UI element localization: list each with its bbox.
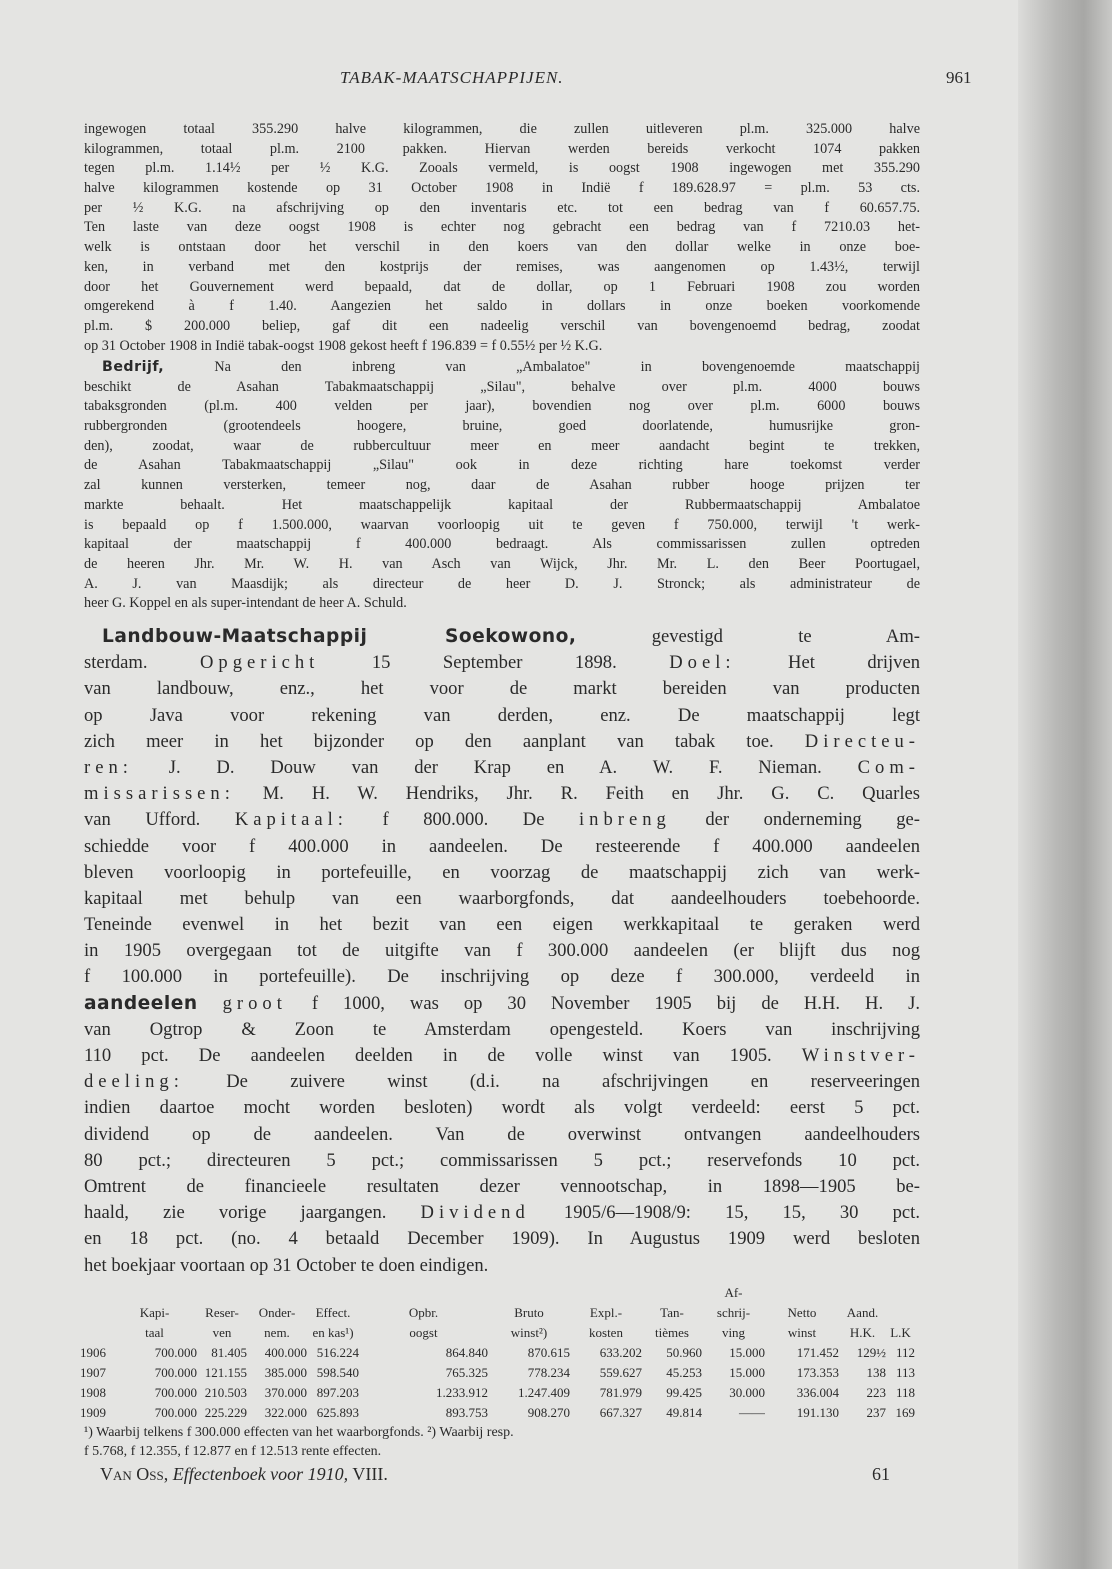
table-cell: 138 (866, 1365, 886, 1380)
spaced-keyword: Directeu- (804, 730, 920, 752)
text-line (84, 860, 920, 886)
text-line (84, 238, 920, 258)
text-segment: tegen pl.m. 1.14½ per ½ K.G. Zooals vermeld, is oogst 1908 ingewogen met 355.290 (84, 160, 920, 177)
bold-heading: aandeelen (84, 992, 198, 1014)
table-cell: 893.753 (445, 1405, 488, 1420)
text-line (84, 297, 920, 317)
table-cell: 897.203 (316, 1385, 359, 1400)
text-line (84, 535, 920, 555)
table-cell: 633.202 (599, 1345, 642, 1360)
table-cell: 173.353 (796, 1365, 839, 1380)
column-header: Bruto (514, 1305, 544, 1320)
table-cell: 50.960 (666, 1345, 702, 1360)
signature-line (100, 1463, 388, 1485)
text-segment: welk is ontstaan door het verschil in den koers van den dollar welke in onze boe- (84, 239, 920, 256)
column-header (359, 1283, 488, 1303)
text-segment: Ten laste van deze oogst 1908 is echter nog gebracht een bedrag van f 7210.03 het- (84, 219, 920, 236)
text-line (84, 912, 920, 938)
column-header (80, 1323, 112, 1343)
table-cell: 559.627 (599, 1365, 642, 1380)
text-line (84, 337, 920, 357)
text-line (84, 258, 920, 278)
table-cell: 129½ (856, 1345, 886, 1360)
spaced-keyword: Dividend (420, 1202, 530, 1224)
spaced-keyword: ren: (84, 756, 133, 778)
text-segment: indien daartoe mocht worden besloten) wordt als volgt verdeeld: eerst 5 pct. (84, 1097, 920, 1119)
table-cell: 336.004 (796, 1385, 839, 1400)
text-segment: op 31 October 1908 in Indië tabak-oogst 1908 gekost heeft f 196.839 = f 0.55½ per ½ K.G. (84, 337, 603, 354)
text-line (84, 703, 920, 729)
table-cell: 765.325 (445, 1365, 488, 1380)
text-segment: den), zoodat, waar de rubbercultuur meer en meer aandacht begint te trekken, (84, 437, 920, 454)
column-header: Effect. (315, 1305, 351, 1320)
column-header: nem. (264, 1325, 290, 1340)
text-line (84, 1174, 920, 1200)
column-header: Expl.- (589, 1305, 623, 1320)
text-line (84, 1148, 920, 1174)
column-header (80, 1283, 112, 1303)
table-cell: 15.000 (729, 1345, 765, 1360)
text-line (84, 991, 920, 1017)
text-segment: f 100.000 in portefeuille). De inschrijving op deze f 300.000, verdeeld in (84, 966, 920, 988)
table-row (80, 1343, 915, 1363)
footer-author: Van Oss, (100, 1464, 169, 1484)
column-header: winst (787, 1325, 817, 1340)
table-cell: 30.000 (729, 1385, 765, 1400)
text-line (84, 317, 920, 337)
text-segment (198, 993, 223, 1014)
text-line (84, 456, 920, 476)
footer-book-title: Effectenboek voor 1910, (172, 1464, 349, 1484)
year-cell: 1908 (80, 1385, 106, 1400)
text-line (84, 476, 920, 496)
text-segment: zich meer in het bijzonder op den aanplant van tabak toe. (84, 730, 805, 752)
table-cell: 223 (866, 1385, 886, 1400)
spaced-keyword: Winstver- (801, 1045, 920, 1066)
text-line (84, 624, 920, 650)
text-segment: de heeren Jhr. Mr. W. H. van Asch van Wijck, Jhr. Mr. L. den Beer Poortugael, (84, 555, 920, 572)
table-cell: 908.270 (527, 1405, 570, 1420)
text-segment: pl.m. $ 200.000 beliep, gaf dit een nadeelig verschil van bovengenoemd bedrag, zoodat (84, 317, 920, 334)
table-cell: 385.000 (264, 1365, 307, 1380)
table-cell: 169 (895, 1405, 915, 1420)
text-line (84, 834, 920, 860)
table-cell: 81.405 (211, 1345, 247, 1360)
table-cell: 700.000 (154, 1405, 197, 1420)
table-cell: 516.224 (316, 1345, 359, 1360)
spaced-keyword: deeling: (84, 1071, 184, 1093)
column-header: tièmes (655, 1325, 689, 1340)
table-cell: 191.130 (796, 1405, 839, 1420)
text-segment: 15 September 1898. (319, 652, 670, 674)
footer-volume: VIII. (352, 1464, 388, 1484)
text-segment: kapitaal der maatschappij f 400.000 bedraagt. Als commissarissen zullen optreden (84, 536, 920, 553)
column-header (886, 1303, 915, 1323)
table-cell: 225.229 (204, 1405, 247, 1420)
table-cell: 778.234 (527, 1365, 570, 1380)
text-segment: door het Gouvernement werd bepaald, dat de dollar, op 1 Februari 1908 zou worden (84, 278, 920, 295)
table-cell: 598.540 (316, 1365, 359, 1380)
column-header: en kas¹) (312, 1325, 354, 1340)
text-line (84, 218, 920, 238)
column-header: Aand. (846, 1305, 879, 1320)
bold-heading: Landbouw-Maatschappij Soekowono, (102, 626, 577, 647)
text-line (84, 1200, 920, 1226)
text-segment: beschikt de Asahan Tabakmaatschappij „Silau", behalve over pl.m. 4000 bouws (84, 378, 920, 395)
column-header: taal (145, 1325, 164, 1340)
spaced-keyword: inbreng (579, 809, 671, 831)
table-row (80, 1403, 915, 1423)
text-segment: schiedde voor f 400.000 in aandeelen. De resteerende f 400.000 aandeelen (84, 835, 920, 857)
text-segment: 80 pct.; directeuren 5 pct.; commissarissen 5 pct.; reservefonds 10 pct. (84, 1149, 920, 1171)
text-segment: in 1905 overgegaan tot de uitgifte van f 300.000 aandeelen (er blijft dus nog (84, 940, 920, 962)
text-line (84, 378, 920, 398)
text-line (84, 120, 920, 140)
column-header: H.K. (849, 1325, 876, 1340)
column-header (197, 1283, 247, 1303)
text-segment: halve kilogrammen kostende op 31 October 1908 in Indië f 189.628.97 = pl.m. 53 cts. (84, 180, 920, 197)
table-cell: 781.979 (599, 1385, 642, 1400)
column-header (247, 1283, 307, 1303)
column-header: L.K (890, 1325, 911, 1340)
table-cell: 400.000 (264, 1345, 307, 1360)
table-cell: 625.893 (316, 1405, 359, 1420)
text-segment: der onderneming ge- (670, 809, 920, 831)
table-cell: 118 (895, 1385, 915, 1400)
text-segment: M. H. W. Hendriks, Jhr. R. Feith en Jhr. G. C. Quarles (234, 783, 920, 805)
table-cell: 864.840 (445, 1345, 488, 1360)
text-line (84, 755, 920, 781)
text-segment: en 18 pct. (no. 4 betaald December 1909). In Augustus 1909 werd besloten (84, 1228, 920, 1250)
text-segment: gevestigd te Am- (576, 626, 920, 647)
text-segment: omgerekend à f 1.40. Aangezien het saldo in dollars in onze boeken voorkomende (84, 298, 920, 315)
column-header (112, 1283, 197, 1303)
text-segment: sterdam. (84, 652, 200, 674)
column-header (488, 1283, 570, 1303)
column-header (80, 1303, 112, 1323)
text-line (84, 729, 920, 755)
text-line (84, 650, 920, 676)
text-line (84, 496, 920, 516)
column-header: kosten (589, 1325, 623, 1340)
bold-heading: Bedrijf, (102, 359, 165, 375)
text-segment: rubbergronden (grootendeels hoogere, bruine, goed doorlatende, humusrijke gron- (84, 418, 920, 435)
column-header: ving (721, 1325, 746, 1340)
table-cell: 322.000 (264, 1405, 307, 1420)
table-cell: 112 (895, 1345, 915, 1360)
spaced-keyword: Kapitaal: (234, 809, 348, 831)
table-row (80, 1383, 915, 1403)
column-header: Kapi- (139, 1305, 170, 1320)
text-segment: van landbouw, enz., het voor de markt bereiden van producten (84, 678, 920, 700)
paragraph-bedrijf (84, 358, 920, 614)
text-segment: van Ufford. (84, 809, 235, 831)
text-segment: Omtrent de financieele resultaten dezer vennootschap, in 1898—1905 be- (84, 1175, 920, 1197)
paragraph-harvest (84, 120, 920, 356)
year-cell: 1909 (80, 1405, 106, 1420)
text-segment: de Asahan Tabakmaatschappij „Silau" ook in deze richting hare toekomst verder (84, 457, 920, 474)
text-line (84, 575, 920, 595)
text-segment: f 800.000. De (347, 809, 580, 831)
book-binding-edge (1018, 0, 1112, 1569)
text-line (84, 1226, 920, 1252)
column-header (839, 1283, 886, 1303)
text-segment: markte behaalt. Het maatschappelijk kapitaal der Rubbermaatschappij Ambalatoe (84, 496, 920, 513)
text-line (84, 781, 920, 807)
table-header-row (80, 1303, 915, 1323)
text-line (84, 964, 920, 990)
financial-table (80, 1283, 915, 1423)
text-segment: is bepaald op f 1.500.000, waarvan voorloopig uit te geven f 750.000, terwijl 't werk- (84, 516, 920, 533)
spaced-keyword: Com- (857, 756, 920, 778)
text-segment: A. J. van Maasdijk; als directeur de heer D. J. Stronck; als administrateur de (84, 575, 920, 592)
text-line (84, 676, 920, 702)
text-segment: ken, in verband met den kostprijs der remises, was aangenomen op 1.43½, terwijl (84, 258, 920, 275)
text-line (84, 938, 920, 964)
text-segment: kapitaal met behulp van een waarborgfonds, dat aandeelhouders toebehoorde. (84, 887, 920, 909)
column-header: schrij- (716, 1305, 751, 1320)
text-segment: zal kunnen versterken, temeer nog, daar de Asahan rubber hooge prijzen ter (84, 477, 920, 494)
text-line (84, 516, 920, 536)
spaced-keyword: groot (222, 992, 287, 1014)
text-line (84, 594, 920, 614)
text-segment: Teneinde evenwel in het bezit van een eigen werkkapitaal te geraken werd (84, 914, 920, 936)
text-line (84, 1069, 920, 1095)
column-header: Af- (724, 1285, 743, 1300)
column-header (886, 1283, 915, 1303)
table-cell: 210.503 (204, 1385, 247, 1400)
text-line (84, 417, 920, 437)
text-line (84, 159, 920, 179)
text-line (84, 1017, 920, 1043)
table-cell: 121.155 (204, 1365, 247, 1380)
table-cell: 49.814 (666, 1405, 702, 1420)
text-line (84, 199, 920, 219)
table-cell: 700.000 (154, 1365, 197, 1380)
text-line (84, 1095, 920, 1121)
column-header: winst²) (510, 1325, 548, 1340)
column-header: Netto (787, 1305, 817, 1320)
text-line (84, 140, 920, 160)
column-header: Opbr. (408, 1305, 439, 1320)
text-segment: op Java voor rekening van derden, enz. De maatschappij legt (84, 704, 920, 726)
text-line (84, 886, 920, 912)
text-line (84, 807, 920, 833)
text-line (84, 437, 920, 457)
text-segment: Na den inbreng van „Ambalatoe" in bovengenoemde maatschappij (164, 359, 920, 375)
table-cell: 99.425 (666, 1385, 702, 1400)
text-segment: 1905/6—1908/9: 15, 15, 30 pct. (529, 1202, 920, 1224)
table-row (80, 1363, 915, 1383)
table-cell: 1.247.409 (518, 1385, 570, 1400)
text-line (84, 1043, 920, 1069)
paragraph-soekowono (84, 624, 920, 1279)
table-cell: 370.000 (264, 1385, 307, 1400)
text-segment: J. D. Douw van der Krap en A. W. F. Nieman. (132, 756, 858, 778)
year-cell: 1906 (80, 1345, 106, 1360)
table-cell: 237 (866, 1405, 886, 1420)
column-header: Tan- (660, 1305, 684, 1320)
sheet-number: 61 (872, 1464, 890, 1484)
column-header: ven (212, 1325, 232, 1340)
text-segment: van Ogtrop & Zoon te Amsterdam opengesteld. Koers van inschrijving (84, 1018, 920, 1040)
table-cell: 1.233.912 (436, 1385, 488, 1400)
spaced-keyword: Doel: (669, 652, 736, 674)
table-cell: 45.253 (666, 1365, 702, 1380)
table-cell: 15.000 (729, 1365, 765, 1380)
footnote-2: f 5.768, f 12.355, f 12.877 en f 12.513 rente effecten. (84, 1444, 382, 1459)
table-cell: 870.615 (527, 1345, 570, 1360)
text-segment: 110 pct. De aandeelen deelden in de volle winst van 1905. (84, 1045, 802, 1066)
text-line (84, 1253, 920, 1279)
text-segment: ingewogen totaal 355.290 halve kilogrammen, die zullen uitleveren pl.m. 325.000 halve (84, 121, 920, 137)
text-segment: haald, zie vorige jaargangen. (84, 1202, 421, 1224)
text-line (84, 555, 920, 575)
text-line (84, 1122, 920, 1148)
text-segment: heer G. Koppel en als super-intendant de heer A. Schuld. (84, 595, 407, 612)
text-line (84, 358, 920, 378)
table-cell: 667.327 (599, 1405, 642, 1420)
year-cell: 1907 (80, 1365, 106, 1380)
table-cell: —— (739, 1405, 765, 1420)
text-segment: het boekjaar voortaan op 31 October te doen eindigen. (84, 1254, 489, 1276)
running-title: TABAK-MAATSCHAPPIJEN. (340, 68, 564, 87)
column-header: oogst (409, 1325, 438, 1340)
text-segment: kilogrammen, totaal pl.m. 2100 pakken. Hiervan werden bereids verkocht 1074 pakken (84, 140, 920, 157)
spaced-keyword: Opgericht (200, 652, 320, 674)
column-header: Onder- (258, 1305, 296, 1320)
column-header (307, 1283, 359, 1303)
table-cell: 171.452 (796, 1345, 839, 1360)
text-line (84, 179, 920, 199)
table-cell: 700.000 (154, 1385, 197, 1400)
column-header: Reser- (205, 1305, 239, 1320)
text-segment: dividend op de aandeelen. Van de overwinst ontvangen aandeelhouders (84, 1123, 920, 1145)
text-line (84, 278, 920, 298)
page-number: 961 (946, 68, 972, 87)
text-segment: f 1000, was op 30 November 1905 bij de H.H. H. J. (286, 992, 920, 1014)
text-segment: Het drijven (735, 652, 920, 674)
spaced-keyword: missarissen: (84, 783, 235, 805)
text-segment: tabaksgronden (pl.m. 400 velden per jaar), bovendien nog over pl.m. 6000 bouws (84, 398, 920, 415)
text-line (84, 397, 920, 417)
text-segment: bleven voorloopig in portefeuille, en voorzag de maatschappij zich van werk- (84, 861, 920, 883)
table-cell: 700.000 (154, 1345, 197, 1360)
table-cell: 113 (895, 1365, 915, 1380)
column-header (765, 1283, 839, 1303)
footnote-1: ¹) Waarbij telkens f 300.000 effecten van het waarborgfonds. ²) Waarbij resp. (84, 1425, 514, 1440)
table-header-row (80, 1323, 915, 1343)
text-segment: De zuivere winst (d.i. na afschrijvingen en reserveeringen (183, 1071, 920, 1093)
column-header (570, 1283, 642, 1303)
text-segment: per ½ K.G. na afschrijving op den inventaris etc. tot een bedrag van f 60.657.75. (84, 199, 920, 216)
column-header (642, 1283, 702, 1303)
table-header-row (80, 1283, 915, 1303)
